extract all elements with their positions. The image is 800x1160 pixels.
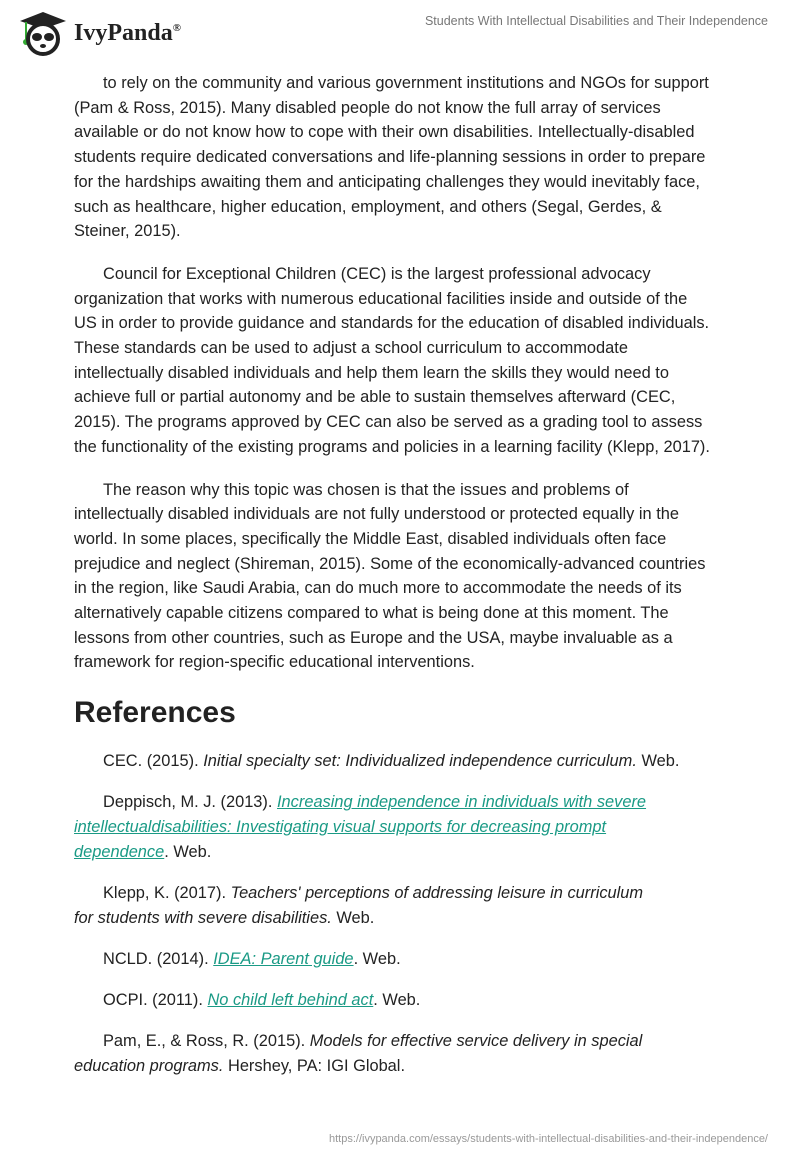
- reference-source: Web.: [636, 752, 680, 771]
- logo[interactable]: [18, 10, 181, 56]
- reference-source: . Web.: [353, 949, 401, 968]
- reference-title: Initial specialty set: Individualized independence curriculum.: [203, 752, 637, 771]
- references-heading: References: [74, 696, 236, 730]
- footer-url[interactable]: https://ivypanda.com/essays/students-with-intellectual-disabilities-and-their-independence/: [328, 1133, 768, 1145]
- reference-author: NCLD. (2014).: [103, 949, 214, 968]
- text-line: for the hardships awaiting them and anticipating challenges they would inevitably face,: [74, 172, 700, 191]
- reference-author: Deppisch, M. J. (2013).: [103, 793, 277, 812]
- reference-author: OCPI. (2011).: [103, 991, 208, 1010]
- references-list: [74, 749, 774, 1079]
- text-line: intellectually disabled individuals and help them learn the skills they would need to: [74, 363, 669, 382]
- reference-link[interactable]: No child left behind act: [207, 991, 374, 1010]
- text-line: intellectually disabled individuals are not fully understood or protected equally in the: [74, 505, 680, 524]
- registered-mark: ®: [172, 21, 181, 34]
- text-line: world. In some places, specifically the Middle East, disabled individuals often face: [74, 529, 667, 548]
- text-line: achieve full or partial autonomy and be able to sustain themselves afterward (CEC,: [74, 388, 676, 407]
- text-line: to rely on the community and various government institutions and NGOs for support: [103, 74, 709, 92]
- reference-link[interactable]: Increasing independence in individuals with severe intellectualdisabilities: Investigating visual supports for decreasing prompt dependence: [74, 793, 647, 861]
- reference-item: [74, 988, 724, 1013]
- text-line: available or do not know how to cope with their own disabilities. Intellectually-disabled: [74, 123, 695, 142]
- text-line: lessons from other countries, such as Europe and the USA, maybe invaluable as a: [74, 628, 673, 647]
- reference-source: Web.: [331, 908, 375, 927]
- text-line: (Pam & Ross, 2015). Many disabled people do not know the full array of services: [74, 98, 661, 117]
- brand-name: IvyPanda: [74, 19, 173, 46]
- reference-author: Pam, E., & Ross, R. (2015).: [103, 1032, 310, 1051]
- reference-source: . Web.: [373, 991, 421, 1010]
- reference-author: CEC. (2015).: [103, 752, 204, 771]
- paragraph: [74, 71, 774, 244]
- text-line: 2015). The programs approved by CEC can also be served as a grading tool to assess: [74, 413, 703, 432]
- text-line: in the region, like Saudi Arabia, can do much more to accommodate the needs of its: [74, 579, 682, 598]
- paragraph: [74, 478, 774, 676]
- text-line: US in order to provide guidance and standards for the education of disabled individuals.: [74, 314, 710, 333]
- text-line: students require dedicated conversations and life-planning sessions in order to prepare: [74, 148, 706, 167]
- reference-item: [74, 790, 664, 864]
- paragraph: [74, 262, 774, 460]
- text-line: prejudice and neglect (Shireman, 2015). Some of the economically-advanced countries: [74, 554, 706, 573]
- text-line: Council for Exceptional Children (CEC) is the largest professional advocacy: [103, 264, 651, 283]
- text-line: alternatively capable citizens compared to what is being done at this moment. The: [74, 604, 669, 623]
- text-line: such as healthcare, higher education, employment, and others (Segal, Gerdes, &: [74, 197, 662, 216]
- text-line: framework for region-specific educational interventions.: [74, 653, 475, 672]
- reference-source: Hershey, PA: IGI Global.: [223, 1057, 405, 1075]
- text-line: These standards can be used to adjust a school curriculum to accommodate: [74, 339, 628, 358]
- reference-item: [74, 947, 724, 972]
- essay-body: [74, 71, 774, 1095]
- reference-author: Klepp, K. (2017).: [103, 883, 231, 902]
- paragraphs: [74, 71, 774, 675]
- document-title: Students With Intellectual Disabilities and Their Independence: [424, 14, 768, 28]
- reference-item: [74, 881, 659, 930]
- reference-item: [74, 1029, 659, 1078]
- text-line: The reason why this topic was chosen is that the issues and problems of: [103, 480, 629, 499]
- text-line: Steiner, 2015).: [74, 222, 181, 241]
- text-line: organization that works with numerous educational facilities inside and outside of the: [74, 289, 688, 308]
- panda-graduate-icon: [18, 10, 68, 56]
- reference-title: Teachers' perceptions of addressing leisure in curriculum for students with severe disabilities.: [74, 883, 644, 927]
- reference-item: [74, 749, 724, 774]
- reference-source: . Web.: [164, 842, 212, 861]
- reference-title: Models for effective service delivery in special education programs.: [74, 1032, 643, 1075]
- reference-link[interactable]: IDEA: Parent guide: [213, 949, 354, 968]
- text-line: the functionality of the existing programs and policies in a learning facility (Klepp, 2017).: [74, 437, 710, 456]
